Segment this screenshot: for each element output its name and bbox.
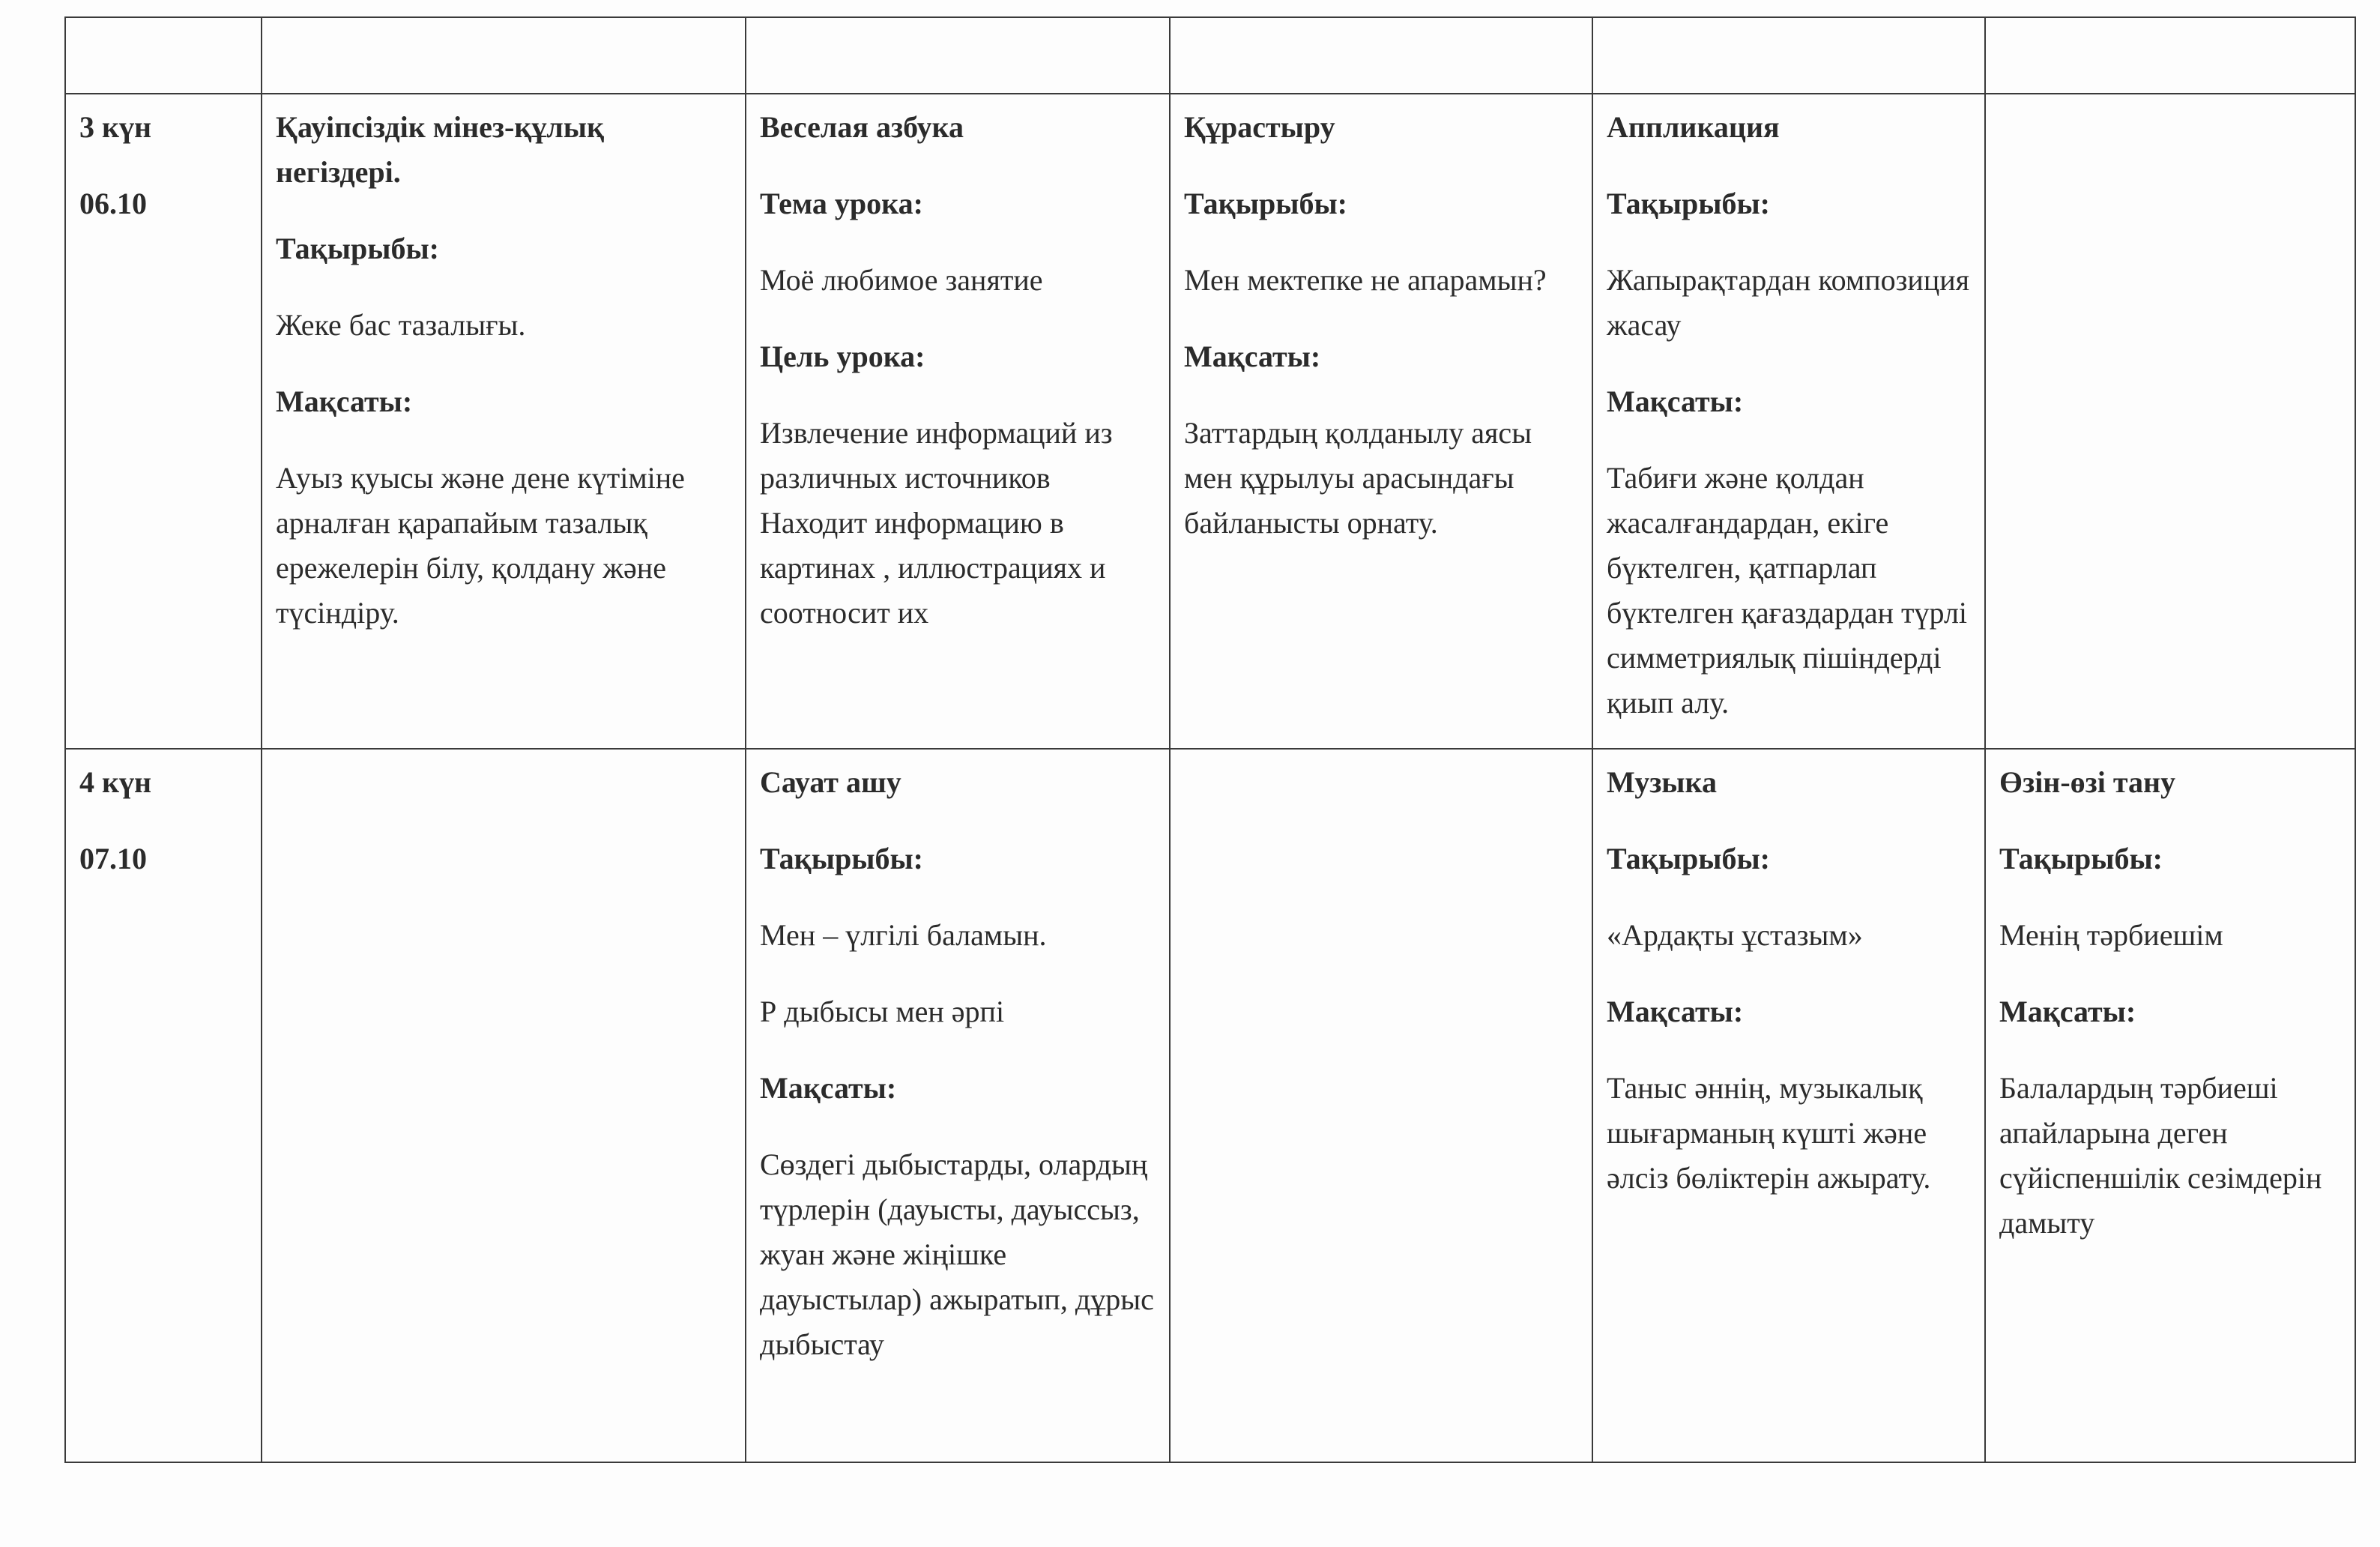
topic-text: Мен мектепке не апарамын? (1184, 263, 1547, 297)
table-cell (1592, 17, 1985, 94)
lesson-cell (1985, 749, 2355, 1462)
topic-label: Тақырыбы: (1607, 187, 1770, 220)
topic-text: Менің тәрбиешім (1999, 918, 2223, 952)
subject-title: Музыка (1607, 765, 1717, 799)
topic-text-secondary: Р дыбысы мен әрпі (760, 995, 1005, 1028)
goal-text: Балалардың тәрбиеші апайларына деген сүйіспеншілік сезімдерін дамыту (1999, 1071, 2322, 1240)
topic-text: «Ардақты ұстазым» (1607, 918, 1863, 952)
goal-text: Заттардың қолданылу аясы мен құрылуы арасындағы байланысты орнату. (1184, 416, 1532, 540)
goal-label: Цель урока: (760, 340, 925, 373)
lesson-cell (1592, 94, 1985, 749)
goal-text: Табиғи және қолдан жасалғандардан, екіге бүктелген, қатпарлап бүктелген қағаздардан түрлі симметриялық пішіндерді қиып алу. (1607, 461, 1968, 720)
goal-label: Мақсаты: (1607, 995, 1744, 1028)
goal-text: Сөздегі дыбыстарды, олардың түрлерін (дауысты, дауыссыз, жуан және жіңішке дауыстылар) ажыратып, дұрыс дыбыстау (760, 1148, 1154, 1361)
goal-text: Извлечение информаций из различных источников Находит информацию в картинах , иллюстрациях и соотносит их (760, 416, 1113, 630)
day-label: 4 күн (79, 765, 152, 799)
table-row-day-4 (65, 749, 2355, 1462)
topic-label: Тақырыбы: (1607, 842, 1770, 875)
empty-cell (262, 749, 746, 1462)
topic-text: Жеке бас тазалығы. (276, 308, 526, 342)
lesson-cell (1592, 749, 1985, 1462)
table-cell (1170, 17, 1592, 94)
goal-text: Ауыз қуысы және дене күтіміне арналған қарапайым тазалық ережелерін білу, қолдану және түсіндіру. (276, 461, 685, 630)
day-label: 3 күн (79, 110, 152, 144)
topic-label: Тема урока: (760, 187, 923, 220)
table-cell (65, 17, 262, 94)
table-cell (746, 17, 1170, 94)
subject-title: Веселая азбука (760, 110, 964, 144)
topic-label: Тақырыбы: (760, 842, 923, 875)
goal-label: Мақсаты: (276, 385, 413, 418)
empty-cell (1170, 749, 1592, 1462)
table-cell (1985, 17, 2355, 94)
table-cell (262, 17, 746, 94)
goal-label: Мақсаты: (1999, 995, 2136, 1028)
goal-label: Мақсаты: (1184, 340, 1321, 373)
goal-label: Мақсаты: (1607, 385, 1744, 418)
subject-title: Өзін-өзі тану (1999, 765, 2176, 799)
topic-label: Тақырыбы: (1999, 842, 2163, 875)
goal-text: Таныс әннің, музыкалық шығарманың күшті және әлсіз бөліктерін ажырату. (1607, 1071, 1931, 1195)
day-cell (65, 749, 262, 1462)
goal-label: Мақсаты: (760, 1071, 897, 1105)
table-row-day-3 (65, 94, 2355, 749)
lesson-plan-table (64, 16, 2356, 1463)
topic-label: Тақырыбы: (1184, 187, 1347, 220)
table-header-row (65, 17, 2355, 94)
empty-cell (1985, 94, 2355, 749)
lesson-cell (1170, 94, 1592, 749)
subject-title: Қауіпсіздік мінез-құлық негіздері. (276, 110, 605, 189)
subject-title: Құрастыру (1184, 110, 1335, 144)
date-label: 07.10 (79, 842, 147, 875)
subject-title: Сауат ашу (760, 765, 901, 799)
topic-text: Жапырақтардан композиция жасау (1607, 263, 1970, 342)
lesson-cell (746, 94, 1170, 749)
day-cell (65, 94, 262, 749)
topic-text: Мен – үлгілі баламын. (760, 918, 1047, 952)
topic-text: Моё любимое занятие (760, 263, 1043, 297)
lesson-cell (746, 749, 1170, 1462)
subject-title: Аппликация (1607, 110, 1780, 144)
topic-label: Тақырыбы: (276, 232, 439, 265)
date-label: 06.10 (79, 187, 147, 220)
lesson-cell (262, 94, 746, 749)
